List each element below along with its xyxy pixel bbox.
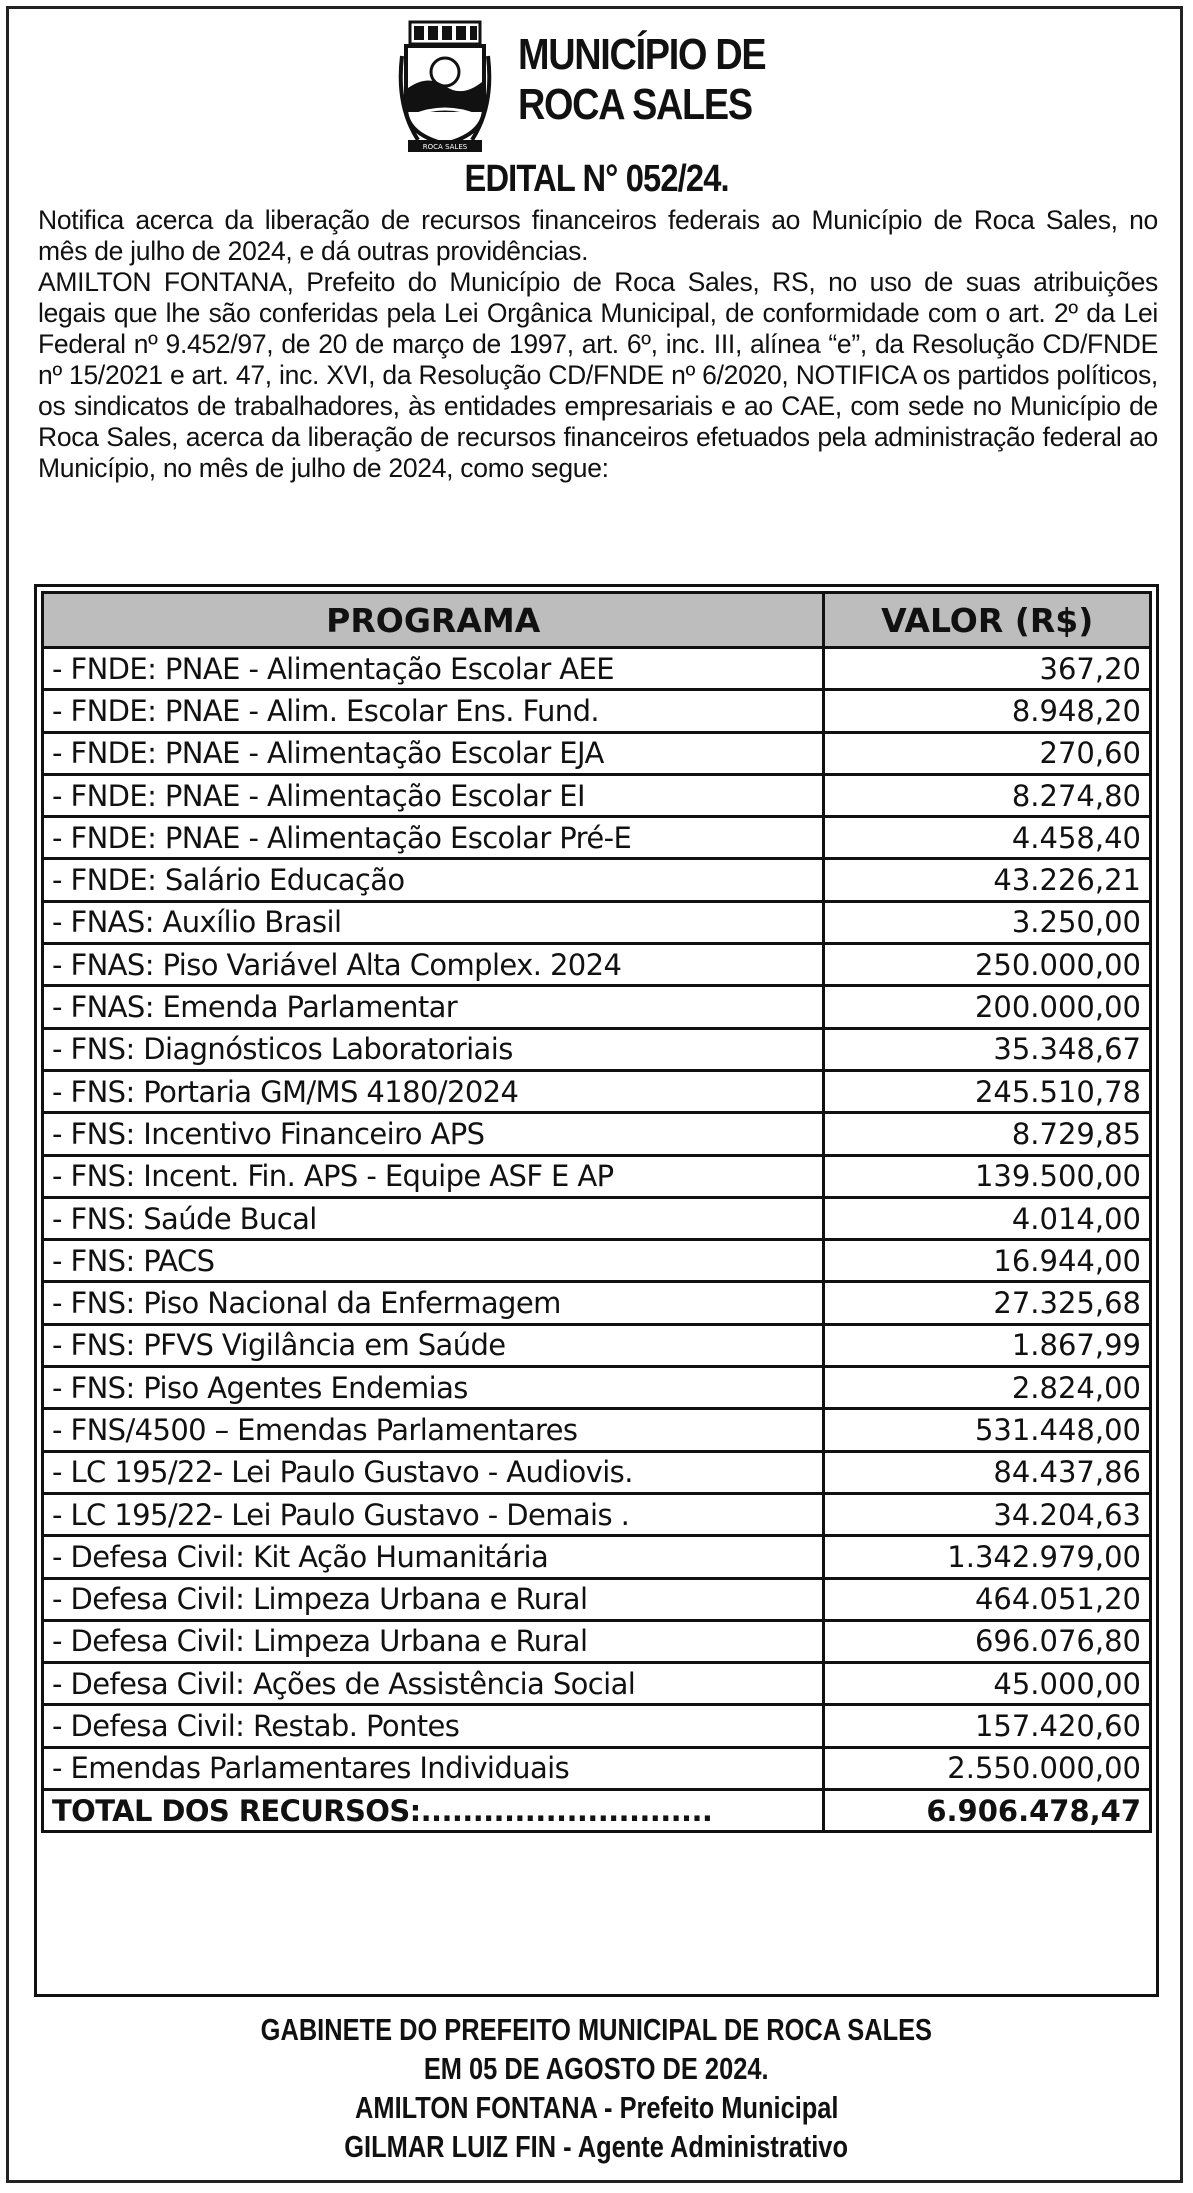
value-cell: 696.076,80 <box>824 1620 1151 1662</box>
intro-paragraph-2: AMILTON FONTANA, Prefeito do Município de Roca Sales, RS, no uso de suas atribuições legais que lhe são conferidas pela Lei Orgânica Municipal, de conformidade com o art. 2º da Lei Federal nº 9.452/97, de 20 de março de 1997, art. 6º, inc. III, alínea “e”, da Resolução CD/FNDE nº 15/2021 e art. 47, inc. XVI, da Resolução CD/FNDE nº 6/2020, NOTIFICA os partidos políticos, os sindicatos de trabalhadores, às entidades empresariais e ao CAE, com sede no Município de Roca Sales, acerca da liberação de recursos financeiros efetuados pela administração federal ao Município, no mês de julho de 2024, como segue: <box>38 267 1158 483</box>
program-name-cell: - FNDE: PNAE - Alimentação Escolar EI <box>43 774 824 816</box>
value-cell: 45.000,00 <box>824 1663 1151 1705</box>
table-row <box>43 690 1151 732</box>
program-name-cell: - Defesa Civil: Ações de Assistência Social <box>43 1663 824 1705</box>
value-cell: 84.437,86 <box>824 1451 1151 1493</box>
value-cell: 139.500,00 <box>824 1155 1151 1197</box>
table-row <box>43 1578 1151 1620</box>
value-cell: 270,60 <box>824 732 1151 774</box>
program-name-cell: - FNDE: PNAE - Alimentação Escolar AEE <box>43 648 824 690</box>
table-row <box>43 1620 1151 1662</box>
program-name-cell: - LC 195/22- Lei Paulo Gustavo - Demais . <box>43 1493 824 1535</box>
program-name-cell: - LC 195/22- Lei Paulo Gustavo - Audiovis. <box>43 1451 824 1493</box>
value-cell: 43.226,21 <box>824 859 1151 901</box>
table-row <box>43 1028 1151 1070</box>
program-name-cell: - FNS: PACS <box>43 1240 824 1282</box>
value-cell: 34.204,63 <box>824 1493 1151 1535</box>
program-name-cell: - Defesa Civil: Limpeza Urbana e Rural <box>43 1578 824 1620</box>
value-cell: 8.948,20 <box>824 690 1151 732</box>
municipal-crest-logo <box>398 16 492 158</box>
value-cell: 367,20 <box>824 648 1151 690</box>
value-cell: 35.348,67 <box>824 1028 1151 1070</box>
value-cell: 200.000,00 <box>824 986 1151 1028</box>
program-name-cell: - Defesa Civil: Restab. Pontes <box>43 1705 824 1747</box>
program-name-cell: - Emendas Parlamentares Individuais <box>43 1747 824 1789</box>
table-row <box>43 1324 1151 1366</box>
program-name-cell: - FNS/4500 – Emendas Parlamentares <box>43 1409 824 1451</box>
program-name-cell: - FNAS: Auxílio Brasil <box>43 901 824 943</box>
table-row <box>43 648 1151 690</box>
footer-line-4: GILMAR LUIZ FIN - Agente Administrativo <box>344 2129 849 2164</box>
program-name-cell: - FNAS: Piso Variável Alta Complex. 2024 <box>43 944 824 986</box>
value-cell: 3.250,00 <box>824 901 1151 943</box>
program-name-cell: - FNS: Incent. Fin. APS - Equipe ASF E AP <box>43 1155 824 1197</box>
program-name-cell: - FNS: Saúde Bucal <box>43 1197 824 1239</box>
table-row <box>43 859 1151 901</box>
table-row <box>43 1367 1151 1409</box>
value-cell: 4.014,00 <box>824 1197 1151 1239</box>
table-row <box>43 944 1151 986</box>
table-row <box>43 1451 1151 1493</box>
table-row <box>43 817 1151 859</box>
program-name-cell: - FNS: Piso Nacional da Enfermagem <box>43 1282 824 1324</box>
value-cell: 27.325,68 <box>824 1282 1151 1324</box>
resources-table-frame <box>34 584 1159 1997</box>
value-cell: 4.458,40 <box>824 817 1151 859</box>
value-cell: 2.824,00 <box>824 1367 1151 1409</box>
table-row <box>43 1409 1151 1451</box>
value-cell: 1.867,99 <box>824 1324 1151 1366</box>
value-cell: 157.420,60 <box>824 1705 1151 1747</box>
value-cell: 2.550.000,00 <box>824 1747 1151 1789</box>
program-name-cell: - Defesa Civil: Kit Ação Humanitária <box>43 1536 824 1578</box>
table-row <box>43 1747 1151 1789</box>
program-name-cell: - FNDE: Salário Educação <box>43 859 824 901</box>
table-row <box>43 1155 1151 1197</box>
table-row <box>43 1282 1151 1324</box>
table-row <box>43 1240 1151 1282</box>
table-row <box>43 1113 1151 1155</box>
header-programa: PROGRAMA <box>43 593 824 648</box>
value-cell: 464.051,20 <box>824 1578 1151 1620</box>
header <box>0 12 1193 162</box>
value-cell: 531.448,00 <box>824 1409 1151 1451</box>
value-cell: 8.729,85 <box>824 1113 1151 1155</box>
total-label: TOTAL DOS RECURSOS:............................ <box>43 1790 824 1832</box>
edital-title-text: EDITAL N° 052/24. <box>464 158 729 200</box>
table-row <box>43 1493 1151 1535</box>
program-name-cell: - FNAS: Emenda Parlamentar <box>43 986 824 1028</box>
program-name-cell: - FNS: Incentivo Financeiro APS <box>43 1113 824 1155</box>
footer-line-1: GABINETE DO PREFEITO MUNICIPAL DE ROCA SALES <box>260 2012 933 2047</box>
program-name-cell: - FNDE: PNAE - Alim. Escolar Ens. Fund. <box>43 690 824 732</box>
intro-text <box>38 205 1158 484</box>
header-valor: VALOR (R$) <box>824 593 1151 648</box>
municipality-title <box>518 30 765 130</box>
table-row <box>43 774 1151 816</box>
edital-title <box>0 158 1193 201</box>
footer-line-3: AMILTON FONTANA - Prefeito Municipal <box>354 2090 839 2125</box>
program-name-cell: - FNDE: PNAE - Alimentação Escolar Pré-E <box>43 817 824 859</box>
value-cell: 16.944,00 <box>824 1240 1151 1282</box>
table-row <box>43 1197 1151 1239</box>
svg-text:ROCA SALES: ROCA SALES <box>422 143 468 151</box>
table-row <box>43 1070 1151 1112</box>
program-name-cell: - FNS: PFVS Vigilância em Saúde <box>43 1324 824 1366</box>
table-row <box>43 732 1151 774</box>
table-row <box>43 986 1151 1028</box>
program-name-cell: - Defesa Civil: Limpeza Urbana e Rural <box>43 1620 824 1662</box>
value-cell: 8.274,80 <box>824 774 1151 816</box>
signature-block <box>0 2010 1193 2166</box>
title-line-2: ROCA SALES <box>518 80 752 129</box>
value-cell: 1.342.979,00 <box>824 1536 1151 1578</box>
program-name-cell: - FNS: Piso Agentes Endemias <box>43 1367 824 1409</box>
table-row <box>43 1663 1151 1705</box>
title-line-1: MUNICÍPIO DE <box>518 30 766 79</box>
value-cell: 250.000,00 <box>824 944 1151 986</box>
total-value: 6.906.478,47 <box>824 1790 1151 1832</box>
intro-paragraph-1: Notifica acerca da liberação de recursos financeiros federais ao Município de Roca Sales, no mês de julho de 2024, e dá outras providências. <box>38 205 1158 266</box>
resources-table <box>41 591 1152 1833</box>
table-row <box>43 1705 1151 1747</box>
value-cell: 245.510,78 <box>824 1070 1151 1112</box>
table-header-row <box>43 593 1151 648</box>
program-name-cell: - FNS: Portaria GM/MS 4180/2024 <box>43 1070 824 1112</box>
footer-line-2: EM 05 DE AGOSTO DE 2024. <box>424 2051 769 2086</box>
program-name-cell: - FNS: Diagnósticos Laboratoriais <box>43 1028 824 1070</box>
table-row <box>43 1536 1151 1578</box>
table-row <box>43 901 1151 943</box>
total-row <box>43 1790 1151 1832</box>
program-name-cell: - FNDE: PNAE - Alimentação Escolar EJA <box>43 732 824 774</box>
